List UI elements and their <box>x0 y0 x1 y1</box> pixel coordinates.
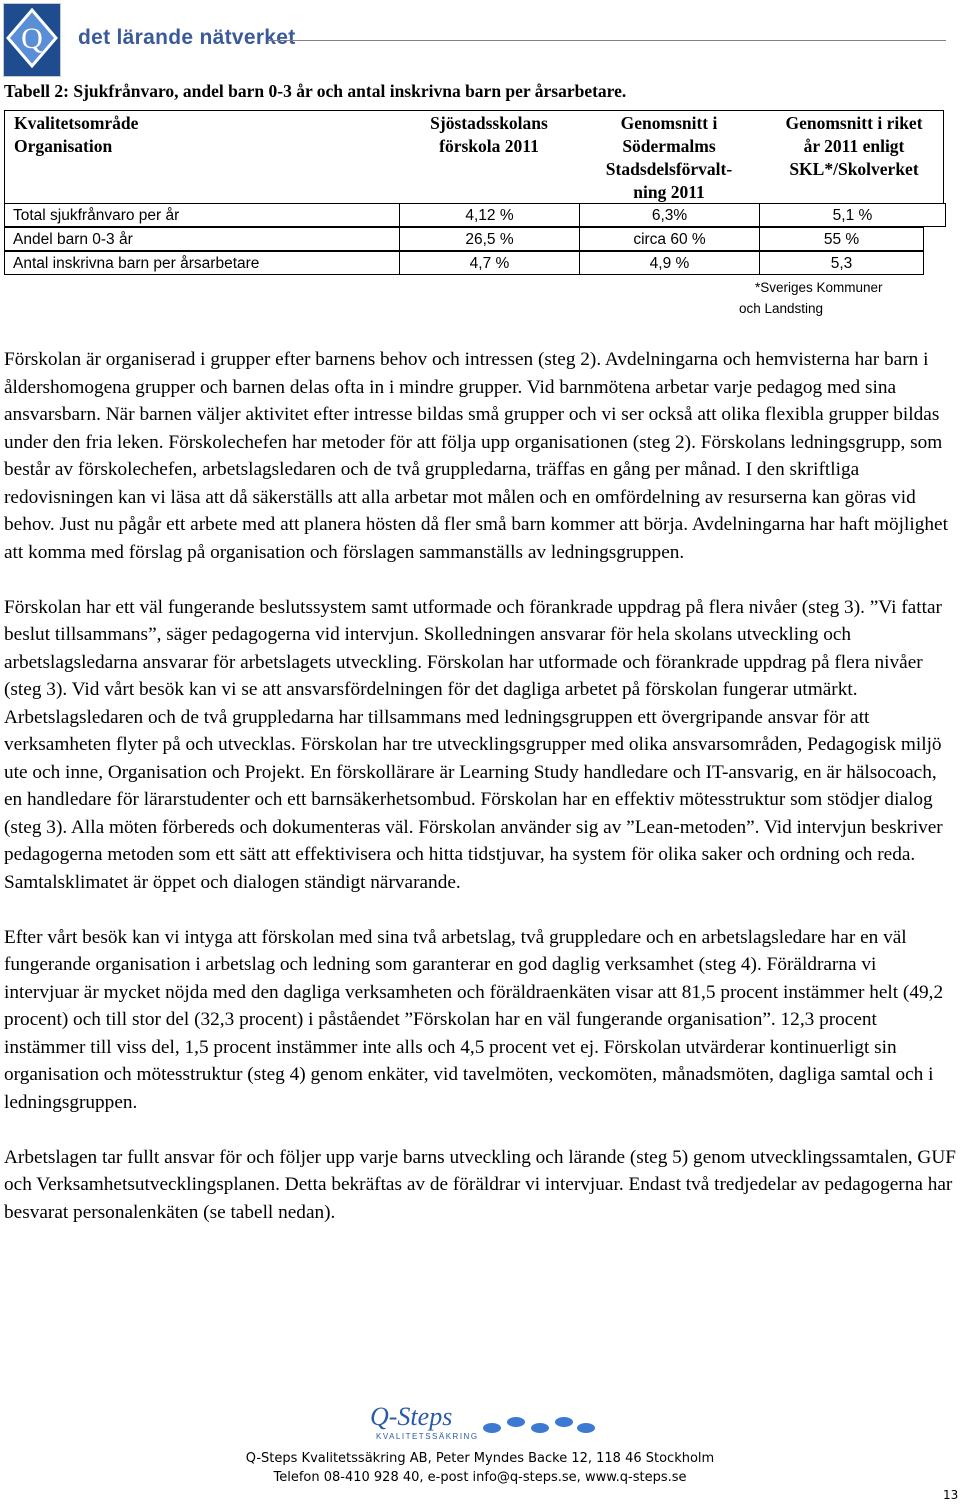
table-footnote <box>739 277 939 319</box>
table-cell: Total sjukfrånvaro per år <box>4 203 399 227</box>
table-row <box>4 203 924 227</box>
footer-contact: Telefon 08-410 928 40, e-post info@q-steps.se, www.q-steps.se <box>273 1470 687 1485</box>
header-cell-national <box>764 112 944 181</box>
paragraph: Efter vårt besök kan vi intyga att förskolan med sina två arbetslag, två gruppledare och en arbetslagsledare har en väl fungerande organisation i arbetslag och ledning som garanterar en god daglig verksamhet (steg 4). Föräldrarna vi intervjuar är mycket nöjda med den dagliga verksamheten och föräldraenkäten visar att 81,5 procent instämmer helt (49,2 procent) och till stor del (32,3 procent) i påståendet ”Förskolan har en väl fungerande organisation”. 12,3 procent instämmer till viss del, 1,5 procent instämmer inte alls och 4,5 procent vet ej. Förskolan utvärderar kontinuerligt sin organisation och mötesstruktur (steg 4) genom enkäter, vid tavelmöten, veckomöten, månadsmöten, dagliga samtal och i ledningsgruppen. <box>4 926 944 1113</box>
table-row <box>4 227 924 251</box>
header-area-line2: Organisation <box>14 136 113 156</box>
qsteps-logo-subtitle: KVALITETSSÄKRING <box>376 1432 479 1441</box>
table-cell: 55 % <box>759 227 924 251</box>
table-cell: 26,5 % <box>399 227 579 251</box>
header-national-line2: år 2011 enligt <box>803 136 905 156</box>
header-area-line1: Kvalitetsområde <box>14 113 139 133</box>
table-row <box>4 251 924 275</box>
header-district-line4: ning 2011 <box>633 182 705 202</box>
table-cell: 4,9 % <box>579 251 759 275</box>
table-cell: 5,1 % <box>759 203 946 227</box>
header-district-line1: Genomsnitt i <box>620 113 718 133</box>
table-cell: Andel barn 0-3 år <box>4 227 399 251</box>
table-cell: Antal inskrivna barn per årsarbetare <box>4 251 399 275</box>
logo-letter: Q <box>21 22 43 55</box>
page-number: 13 <box>943 1488 959 1502</box>
header-rule <box>268 40 946 41</box>
header-national-line1: Genomsnitt i riket <box>785 113 923 133</box>
paragraph: Förskolan har ett väl fungerande beslutssystem samt utformade och förankrade uppdrag på flera nivåer (steg 3). ”Vi fattar beslut tillsammans”, säger pedagogerna vid intervjun. Skolledningen ansvarar för hela skolans utveckling och arbetslagsledarna ansvarar för arbetslagets utveckling. Förskolan har utformade och förankrade uppdrag på flera nivåer (steg 3). Vid vårt besök kan vi se att ansvarsfördelningen för det dagliga arbetet på förskolan fungerar utmärkt. Arbetslagsledaren och de två gruppledarna har tillsammans med ledningsgruppen ett övergripande ansvar för att verksamheten flyter på och utvecklas. Förskolan har tre utvecklingsgrupper med olika ansvarsområden, Pedagogisk miljö ute och inne, Organisation och Projekt. En förskollärare är Learning Study handledare och IT-ansvarig, en är hälsocoach, en handledare för lärarstudenter och ett barnsäkerhetsombud. Förskolan har en effektiv mötesstruktur som stödjer dialog (steg 3). Alla möten förbereds och dokumenteras väl. Förskolan använder sig av ”Lean-metoden”. Vid intervjun beskriver pedagogerna metoden som ett sätt att effektivisera och hitta tidstjuvar, ha system för olika saker och ordning och reda. Samtalsklimatet är öppet och dialogen ständigt närvarande. <box>4 596 943 893</box>
header-cell-school <box>399 112 579 158</box>
footnote-line1: *Sveriges Kommuner <box>755 280 883 295</box>
header-title: det lärande nätverket <box>78 26 296 49</box>
table-cell: circa 60 % <box>579 227 759 251</box>
paragraph: Förskolan är organiserad i grupper efter barnens behov och intressen (steg 2). Avdelningarna och hemvisterna har barn i åldershomogena grupper och barnen delas ofta in i mindre grupper. Vid barnmötena arbetar varje pedagog med sina ansvarsbarn. När barnen väljer aktivitet efter intresse bildas små grupper och vi ser också att olika flexibla grupper bildas under den fria leken. Förskolechefen har metoder för att följa upp organisationen (steg 2). Förskolans ledningsgrupp, som består av förskolechefen, arbetslagsledaren och de två gruppledarna, träffas en gång per månad. I den skriftliga redovisningen kan vi läsa att då säkerställs att alla arbetar mot målen och en omfördelning av resurserna kan göras vid behov. Just nu pågår ett arbete med att planera hösten då fler små barn kommer att börja. Avdelningarna har haft möjlighet att komma med förslag på organisation och förslagen sammanställs av ledningsgruppen. <box>4 349 948 563</box>
paragraph: Arbetslagen tar fullt ansvar för och följer upp varje barns utveckling och lärande (steg 5) genom utvecklingssamtalen, GUF och Verksamhetsutvecklingsplanen. Detta bekräftas av de föräldrar vi intervjuar. Endast två tredjedelar av pedagogerna har besvarat personalenkäten (se tabell nedan). <box>4 1146 956 1223</box>
header-district-line2: Södermalms <box>622 136 716 156</box>
table-cell: 4,7 % <box>399 251 579 275</box>
table-cell: 6,3% <box>579 203 759 227</box>
header-school-line2: förskola 2011 <box>439 136 539 156</box>
logo-diamond-icon <box>4 4 60 76</box>
header-district-line3: Stadsdelsförvalt- <box>605 159 733 179</box>
header-cell-area <box>14 112 138 158</box>
body-text <box>4 346 956 1254</box>
table-cell: 5,3 <box>759 251 924 275</box>
footer-address: Q-Steps Kvalitetssäkring AB, Peter Myndes Backe 12, 118 46 Stockholm <box>245 1451 715 1466</box>
qsteps-logo-text: Q-Steps <box>370 1402 453 1431</box>
footprints-icon <box>480 1412 600 1436</box>
header-school-line1: Sjöstadsskolans <box>430 113 548 133</box>
header-cell-district <box>579 112 759 204</box>
statistics-table <box>4 110 944 316</box>
header-national-line3: SKL*/Skolverket <box>789 159 919 179</box>
footnote-line2: och Landsting <box>739 301 824 316</box>
table-cell: 4,12 % <box>399 203 579 227</box>
page-header <box>0 0 960 80</box>
table-caption: Tabell 2: Sjukfrånvaro, andel barn 0-3 år och antal inskrivna barn per årsarbetare. <box>4 81 627 101</box>
network-logo <box>3 3 61 77</box>
qsteps-logo <box>370 1402 600 1442</box>
